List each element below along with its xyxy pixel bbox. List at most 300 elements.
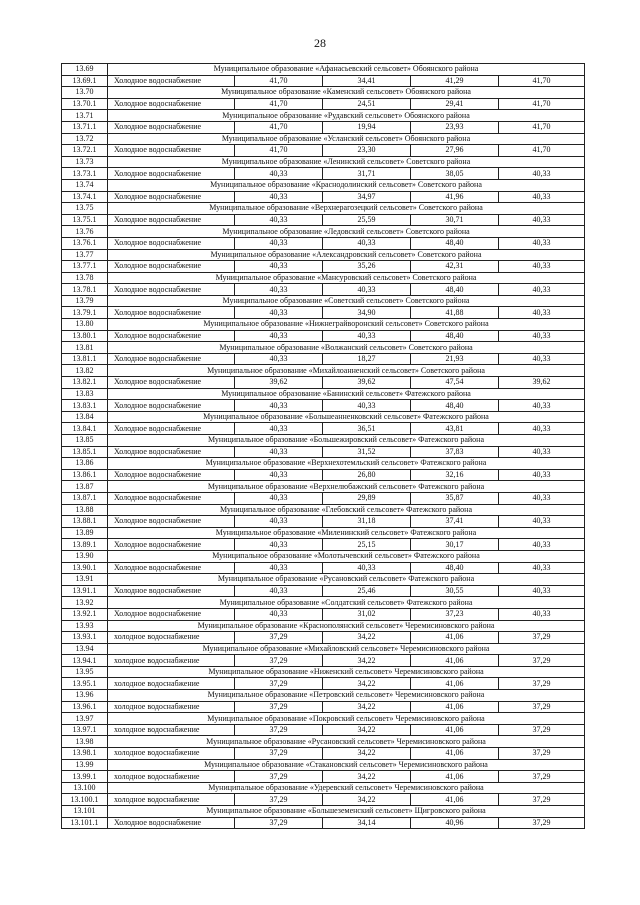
tariff-data-row <box>62 771 585 783</box>
municipality-title: Муниципальное образование «Рудавский сельсовет» Обоянского района <box>108 110 585 122</box>
tariff-value-3: 35,87 <box>411 492 499 504</box>
tariff-value-4: 41,70 <box>499 98 585 110</box>
municipality-title: Муниципальное образование «Нижнеграйворонский сельсовет» Советского района <box>108 319 585 331</box>
tariff-data-row <box>62 98 585 110</box>
municipality-title-row <box>62 435 585 447</box>
tariff-value-3: 48,40 <box>411 284 499 296</box>
municipality-title: Муниципальное образование «Банинский сельсовет» Фатежского района <box>108 388 585 400</box>
tariff-value-1: 40,33 <box>235 446 323 458</box>
tariff-value-4: 41,70 <box>499 121 585 133</box>
service-name: Холодное водоснабжение <box>108 214 235 226</box>
municipality-title: Муниципальное образование «Краснодолинский сельсовет» Советского района <box>108 179 585 191</box>
tariff-value-1: 41,70 <box>235 98 323 110</box>
tariff-value-4: 40,33 <box>499 168 585 180</box>
tariff-value-4: 40,33 <box>499 353 585 365</box>
municipality-title: Муниципальное образование «Михайловский сельсовет» Черемисиновского района <box>108 643 585 655</box>
tariff-value-4: 41,70 <box>499 145 585 157</box>
tariff-value-1: 40,33 <box>235 492 323 504</box>
municipality-title: Муниципальное образование «Стакановский сельсовет» Черемисиновского района <box>108 759 585 771</box>
municipality-title-row <box>62 597 585 609</box>
tariff-value-2: 35,26 <box>323 261 411 273</box>
page-number: 28 <box>314 36 326 50</box>
tariff-value-1: 37,29 <box>235 794 323 806</box>
tariff-table-body <box>62 64 585 829</box>
tariff-value-3: 37,23 <box>411 608 499 620</box>
municipality-title: Муниципальное образование «Верхнехотемльский сельсовет» Фатежского района <box>108 458 585 470</box>
row-code: 13.85 <box>62 435 108 447</box>
municipality-title-row <box>62 666 585 678</box>
tariff-data-row <box>62 678 585 690</box>
tariff-value-3: 41,06 <box>411 794 499 806</box>
row-code: 13.80 <box>62 319 108 331</box>
tariff-data-row <box>62 724 585 736</box>
tariff-value-4: 39,62 <box>499 377 585 389</box>
row-code: 13.87 <box>62 481 108 493</box>
tariff-value-4: 37,29 <box>499 655 585 667</box>
tariff-value-1: 40,33 <box>235 469 323 481</box>
municipality-title-row <box>62 249 585 261</box>
tariff-value-2: 25,15 <box>323 539 411 551</box>
municipality-title-row <box>62 643 585 655</box>
service-name: холодное водоснабжение <box>108 771 235 783</box>
row-code: 13.94 <box>62 643 108 655</box>
tariff-value-3: 37,41 <box>411 516 499 528</box>
municipality-title-row <box>62 806 585 818</box>
row-code: 13.71.1 <box>62 121 108 133</box>
row-code: 13.69 <box>62 64 108 76</box>
tariff-value-2: 40,33 <box>323 400 411 412</box>
tariff-value-2: 25,46 <box>323 585 411 597</box>
tariff-value-4: 37,29 <box>499 794 585 806</box>
service-name: Холодное водоснабжение <box>108 284 235 296</box>
service-name: Холодное водоснабжение <box>108 121 235 133</box>
municipality-title: Муниципальное образование «Краснополянский сельсовет» Черемисиновского района <box>108 620 585 632</box>
municipality-title-row <box>62 179 585 191</box>
tariff-value-1: 40,33 <box>235 191 323 203</box>
tariff-value-4: 37,29 <box>499 632 585 644</box>
row-code: 13.76.1 <box>62 237 108 249</box>
row-code: 13.89.1 <box>62 539 108 551</box>
service-name: холодное водоснабжение <box>108 655 235 667</box>
service-name: Холодное водоснабжение <box>108 539 235 551</box>
tariff-value-1: 37,29 <box>235 678 323 690</box>
tariff-value-3: 32,16 <box>411 469 499 481</box>
row-code: 13.78.1 <box>62 284 108 296</box>
tariff-value-1: 37,29 <box>235 748 323 760</box>
service-name: Холодное водоснабжение <box>108 423 235 435</box>
row-code: 13.86.1 <box>62 469 108 481</box>
tariff-value-3: 41,29 <box>411 75 499 87</box>
row-code: 13.97.1 <box>62 724 108 736</box>
tariff-value-3: 48,40 <box>411 400 499 412</box>
row-code: 13.84.1 <box>62 423 108 435</box>
row-code: 13.95 <box>62 666 108 678</box>
service-name: Холодное водоснабжение <box>108 330 235 342</box>
municipality-title-row <box>62 481 585 493</box>
tariff-value-3: 30,55 <box>411 585 499 597</box>
tariff-data-row <box>62 492 585 504</box>
municipality-title-row <box>62 527 585 539</box>
tariff-data-row <box>62 585 585 597</box>
municipality-title-row <box>62 133 585 145</box>
municipality-title: Муниципальное образование «Верхнерагозецкий сельсовет» Советского района <box>108 203 585 215</box>
municipality-title: Муниципальное образование «Афанасьевский сельсовет» Обоянского района <box>108 64 585 76</box>
row-code: 13.70 <box>62 87 108 99</box>
tariff-value-2: 31,02 <box>323 608 411 620</box>
row-code: 13.97 <box>62 713 108 725</box>
tariff-data-row <box>62 237 585 249</box>
service-name: Холодное водоснабжение <box>108 307 235 319</box>
tariff-data-row <box>62 145 585 157</box>
service-name: Холодное водоснабжение <box>108 75 235 87</box>
tariff-value-2: 31,18 <box>323 516 411 528</box>
tariff-value-1: 40,33 <box>235 237 323 249</box>
row-code: 13.92 <box>62 597 108 609</box>
tariff-value-2: 19,94 <box>323 121 411 133</box>
tariff-value-2: 25,59 <box>323 214 411 226</box>
municipality-title-row <box>62 736 585 748</box>
tariff-value-3: 41,06 <box>411 701 499 713</box>
row-code: 13.77 <box>62 249 108 261</box>
service-name: Холодное водоснабжение <box>108 817 235 829</box>
municipality-title: Муниципальное образование «Михайлоанненский сельсовет» Советского района <box>108 365 585 377</box>
tariff-value-1: 40,33 <box>235 585 323 597</box>
tariff-data-row <box>62 214 585 226</box>
row-code: 13.74 <box>62 179 108 191</box>
tariff-data-row <box>62 284 585 296</box>
row-code: 13.75.1 <box>62 214 108 226</box>
row-code: 13.83 <box>62 388 108 400</box>
tariff-data-row <box>62 330 585 342</box>
row-code: 13.76 <box>62 226 108 238</box>
municipality-title: Муниципальное образование «Покровский сельсовет» Черемисиновского района <box>108 713 585 725</box>
tariff-value-1: 39,62 <box>235 377 323 389</box>
row-code: 13.91.1 <box>62 585 108 597</box>
row-code: 13.74.1 <box>62 191 108 203</box>
tariff-value-2: 40,33 <box>323 284 411 296</box>
tariff-data-row <box>62 191 585 203</box>
tariff-value-3: 47,54 <box>411 377 499 389</box>
municipality-title: Муниципальное образование «Большеземенский сельсовет» Щигровского района <box>108 806 585 818</box>
row-code: 13.98 <box>62 736 108 748</box>
municipality-title-row <box>62 411 585 423</box>
row-code: 13.91 <box>62 574 108 586</box>
tariff-table <box>61 63 585 829</box>
tariff-data-row <box>62 817 585 829</box>
tariff-value-1: 40,33 <box>235 608 323 620</box>
municipality-title-row <box>62 388 585 400</box>
tariff-value-4: 40,33 <box>499 516 585 528</box>
tariff-value-4: 40,33 <box>499 539 585 551</box>
row-code: 13.87.1 <box>62 492 108 504</box>
row-code: 13.77.1 <box>62 261 108 273</box>
service-name: холодное водоснабжение <box>108 632 235 644</box>
municipality-title: Муниципальное образование «Ледовский сельсовет» Советского района <box>108 226 585 238</box>
row-code: 13.85.1 <box>62 446 108 458</box>
service-name: Холодное водоснабжение <box>108 585 235 597</box>
tariff-value-1: 40,33 <box>235 307 323 319</box>
tariff-value-3: 41,06 <box>411 748 499 760</box>
service-name: холодное водоснабжение <box>108 748 235 760</box>
tariff-value-2: 34,22 <box>323 655 411 667</box>
row-code: 13.72.1 <box>62 145 108 157</box>
row-code: 13.82 <box>62 365 108 377</box>
tariff-value-4: 37,29 <box>499 701 585 713</box>
row-code: 13.78 <box>62 272 108 284</box>
service-name: Холодное водоснабжение <box>108 469 235 481</box>
tariff-value-4: 40,33 <box>499 191 585 203</box>
municipality-title: Муниципальное образование «Солдатский сельсовет» Фатежского района <box>108 597 585 609</box>
service-name: Холодное водоснабжение <box>108 145 235 157</box>
municipality-title: Муниципальное образование «Волжанский сельсовет» Советского района <box>108 342 585 354</box>
tariff-value-4: 40,33 <box>499 585 585 597</box>
tariff-value-1: 41,70 <box>235 145 323 157</box>
tariff-value-3: 48,40 <box>411 330 499 342</box>
municipality-title-row <box>62 110 585 122</box>
municipality-title-row <box>62 203 585 215</box>
municipality-title-row <box>62 574 585 586</box>
service-name: Холодное водоснабжение <box>108 191 235 203</box>
tariff-value-1: 40,33 <box>235 516 323 528</box>
tariff-value-4: 40,33 <box>499 423 585 435</box>
tariff-value-1: 37,29 <box>235 817 323 829</box>
tariff-value-3: 41,88 <box>411 307 499 319</box>
service-name: Холодное водоснабжение <box>108 446 235 458</box>
tariff-value-2: 34,90 <box>323 307 411 319</box>
tariff-value-3: 30,17 <box>411 539 499 551</box>
service-name: Холодное водоснабжение <box>108 168 235 180</box>
municipality-title-row <box>62 690 585 702</box>
tariff-data-row <box>62 748 585 760</box>
municipality-title-row <box>62 713 585 725</box>
row-code: 13.79.1 <box>62 307 108 319</box>
tariff-value-4: 40,33 <box>499 446 585 458</box>
row-code: 13.99 <box>62 759 108 771</box>
service-name: Холодное водоснабжение <box>108 492 235 504</box>
tariff-data-row <box>62 632 585 644</box>
tariff-value-1: 41,70 <box>235 121 323 133</box>
municipality-title: Муниципальное образование «Каменский сельсовет» Обоянского района <box>108 87 585 99</box>
tariff-value-2: 31,71 <box>323 168 411 180</box>
municipality-title-row <box>62 782 585 794</box>
tariff-data-row <box>62 794 585 806</box>
tariff-data-row <box>62 516 585 528</box>
tariff-value-4: 37,29 <box>499 748 585 760</box>
tariff-value-3: 48,40 <box>411 562 499 574</box>
service-name: Холодное водоснабжение <box>108 562 235 574</box>
municipality-title: Муниципальное образование «Удеревский сельсовет» Черемисиновского района <box>108 782 585 794</box>
tariff-value-3: 48,40 <box>411 237 499 249</box>
tariff-value-2: 40,33 <box>323 330 411 342</box>
municipality-title: Муниципальное образование «Русановский сельсовет» Черемисиновского района <box>108 736 585 748</box>
row-code: 13.79 <box>62 295 108 307</box>
tariff-data-row <box>62 446 585 458</box>
municipality-title-row <box>62 759 585 771</box>
tariff-value-4: 40,33 <box>499 214 585 226</box>
service-name: Холодное водоснабжение <box>108 516 235 528</box>
tariff-value-3: 40,96 <box>411 817 499 829</box>
tariff-value-3: 37,83 <box>411 446 499 458</box>
service-name: холодное водоснабжение <box>108 794 235 806</box>
tariff-value-1: 37,29 <box>235 655 323 667</box>
row-code: 13.84 <box>62 411 108 423</box>
tariff-value-1: 40,33 <box>235 539 323 551</box>
tariff-data-row <box>62 168 585 180</box>
municipality-title: Муниципальное образование «Петровский сельсовет» Черемисиновского района <box>108 690 585 702</box>
municipality-title-row <box>62 87 585 99</box>
municipality-title-row <box>62 64 585 76</box>
municipality-title: Муниципальное образование «Усланский сельсовет» Обоянского района <box>108 133 585 145</box>
row-code: 13.101.1 <box>62 817 108 829</box>
tariff-value-3: 41,06 <box>411 655 499 667</box>
municipality-title-row <box>62 550 585 562</box>
row-code: 13.93 <box>62 620 108 632</box>
municipality-title-row <box>62 319 585 331</box>
municipality-title: Муниципальное образование «Ниженский сельсовет» Черемисиновского района <box>108 666 585 678</box>
tariff-value-2: 34,22 <box>323 794 411 806</box>
municipality-title-row <box>62 226 585 238</box>
tariff-value-3: 42,31 <box>411 261 499 273</box>
tariff-value-2: 34,97 <box>323 191 411 203</box>
tariff-data-row <box>62 261 585 273</box>
row-code: 13.99.1 <box>62 771 108 783</box>
tariff-value-2: 18,27 <box>323 353 411 365</box>
tariff-value-1: 40,33 <box>235 168 323 180</box>
municipality-title-row <box>62 156 585 168</box>
tariff-value-3: 41,06 <box>411 632 499 644</box>
tariff-value-4: 40,33 <box>499 284 585 296</box>
row-code: 13.98.1 <box>62 748 108 760</box>
tariff-value-1: 40,33 <box>235 423 323 435</box>
tariff-data-row <box>62 121 585 133</box>
municipality-title: Муниципальное образование «Молотычевский сельсовет» Фатежского района <box>108 550 585 562</box>
service-name: Холодное водоснабжение <box>108 237 235 249</box>
tariff-data-row <box>62 608 585 620</box>
municipality-title: Муниципальное образование «Глебовский сельсовет» Фатежского района <box>108 504 585 516</box>
tariff-value-2: 34,22 <box>323 748 411 760</box>
tariff-data-row <box>62 469 585 481</box>
tariff-value-4: 40,33 <box>499 469 585 481</box>
row-code: 13.71 <box>62 110 108 122</box>
municipality-title-row <box>62 365 585 377</box>
tariff-value-4: 37,29 <box>499 771 585 783</box>
tariff-value-1: 40,33 <box>235 330 323 342</box>
row-code: 13.100.1 <box>62 794 108 806</box>
tariff-value-2: 26,80 <box>323 469 411 481</box>
row-code: 13.89 <box>62 527 108 539</box>
tariff-value-1: 40,33 <box>235 284 323 296</box>
tariff-value-3: 43,81 <box>411 423 499 435</box>
tariff-value-2: 34,22 <box>323 771 411 783</box>
tariff-value-1: 40,33 <box>235 261 323 273</box>
tariff-value-4: 37,29 <box>499 817 585 829</box>
tariff-value-1: 40,33 <box>235 353 323 365</box>
tariff-value-2: 34,14 <box>323 817 411 829</box>
tariff-value-2: 29,89 <box>323 492 411 504</box>
service-name: холодное водоснабжение <box>108 724 235 736</box>
tariff-value-3: 41,96 <box>411 191 499 203</box>
tariff-value-4: 37,29 <box>499 678 585 690</box>
tariff-data-row <box>62 655 585 667</box>
tariff-value-3: 41,06 <box>411 724 499 736</box>
tariff-value-3: 23,93 <box>411 121 499 133</box>
tariff-data-row <box>62 353 585 365</box>
row-code: 13.93.1 <box>62 632 108 644</box>
row-code: 13.95.1 <box>62 678 108 690</box>
row-code: 13.72 <box>62 133 108 145</box>
row-code: 13.100 <box>62 782 108 794</box>
service-name: Холодное водоснабжение <box>108 608 235 620</box>
tariff-data-row <box>62 539 585 551</box>
municipality-title: Муниципальное образование «Миленинский сельсовет» Фатежского района <box>108 527 585 539</box>
tariff-value-2: 34,22 <box>323 724 411 736</box>
municipality-title: Муниципальное образование «Мансуровский сельсовет» Советского района <box>108 272 585 284</box>
row-code: 13.92.1 <box>62 608 108 620</box>
row-code: 13.88 <box>62 504 108 516</box>
tariff-value-3: 27,96 <box>411 145 499 157</box>
tariff-value-2: 40,33 <box>323 237 411 249</box>
tariff-value-3: 30,71 <box>411 214 499 226</box>
row-code: 13.90.1 <box>62 562 108 574</box>
tariff-value-4: 40,33 <box>499 562 585 574</box>
tariff-value-1: 40,33 <box>235 214 323 226</box>
tariff-value-2: 24,51 <box>323 98 411 110</box>
tariff-value-3: 29,41 <box>411 98 499 110</box>
row-code: 13.80.1 <box>62 330 108 342</box>
tariff-value-4: 40,33 <box>499 261 585 273</box>
tariff-data-row <box>62 75 585 87</box>
tariff-value-2: 34,41 <box>323 75 411 87</box>
tariff-data-row <box>62 423 585 435</box>
tariff-value-4: 40,33 <box>499 608 585 620</box>
municipality-title: Муниципальное образование «Советский сельсовет» Советского района <box>108 295 585 307</box>
row-code: 13.69.1 <box>62 75 108 87</box>
tariff-value-1: 37,29 <box>235 724 323 736</box>
municipality-title-row <box>62 295 585 307</box>
tariff-value-2: 36,51 <box>323 423 411 435</box>
municipality-title-row <box>62 504 585 516</box>
tariff-value-3: 21,93 <box>411 353 499 365</box>
row-code: 13.96 <box>62 690 108 702</box>
municipality-title: Муниципальное образование «Верхнелюбажский сельсовет» Фатежского района <box>108 481 585 493</box>
tariff-value-1: 37,29 <box>235 701 323 713</box>
tariff-value-2: 23,30 <box>323 145 411 157</box>
tariff-value-2: 34,22 <box>323 678 411 690</box>
row-code: 13.70.1 <box>62 98 108 110</box>
row-code: 13.73.1 <box>62 168 108 180</box>
row-code: 13.81 <box>62 342 108 354</box>
municipality-title: Муниципальное образование «Ленинский сельсовет» Советского района <box>108 156 585 168</box>
tariff-value-4: 40,33 <box>499 400 585 412</box>
service-name: холодное водоснабжение <box>108 678 235 690</box>
tariff-value-4: 37,29 <box>499 724 585 736</box>
tariff-value-4: 41,70 <box>499 75 585 87</box>
tariff-value-3: 38,05 <box>411 168 499 180</box>
municipality-title-row <box>62 458 585 470</box>
tariff-value-1: 40,33 <box>235 400 323 412</box>
municipality-title: Муниципальное образование «Большежировский сельсовет» Фатежского района <box>108 435 585 447</box>
row-code: 13.73 <box>62 156 108 168</box>
service-name: Холодное водоснабжение <box>108 98 235 110</box>
tariff-value-1: 37,29 <box>235 771 323 783</box>
municipality-title-row <box>62 620 585 632</box>
tariff-data-row <box>62 400 585 412</box>
municipality-title: Муниципальное образование «Большеанненковский сельсовет» Фатежского района <box>108 411 585 423</box>
tariff-value-1: 37,29 <box>235 632 323 644</box>
tariff-value-2: 39,62 <box>323 377 411 389</box>
row-code: 13.82.1 <box>62 377 108 389</box>
tariff-data-row <box>62 377 585 389</box>
